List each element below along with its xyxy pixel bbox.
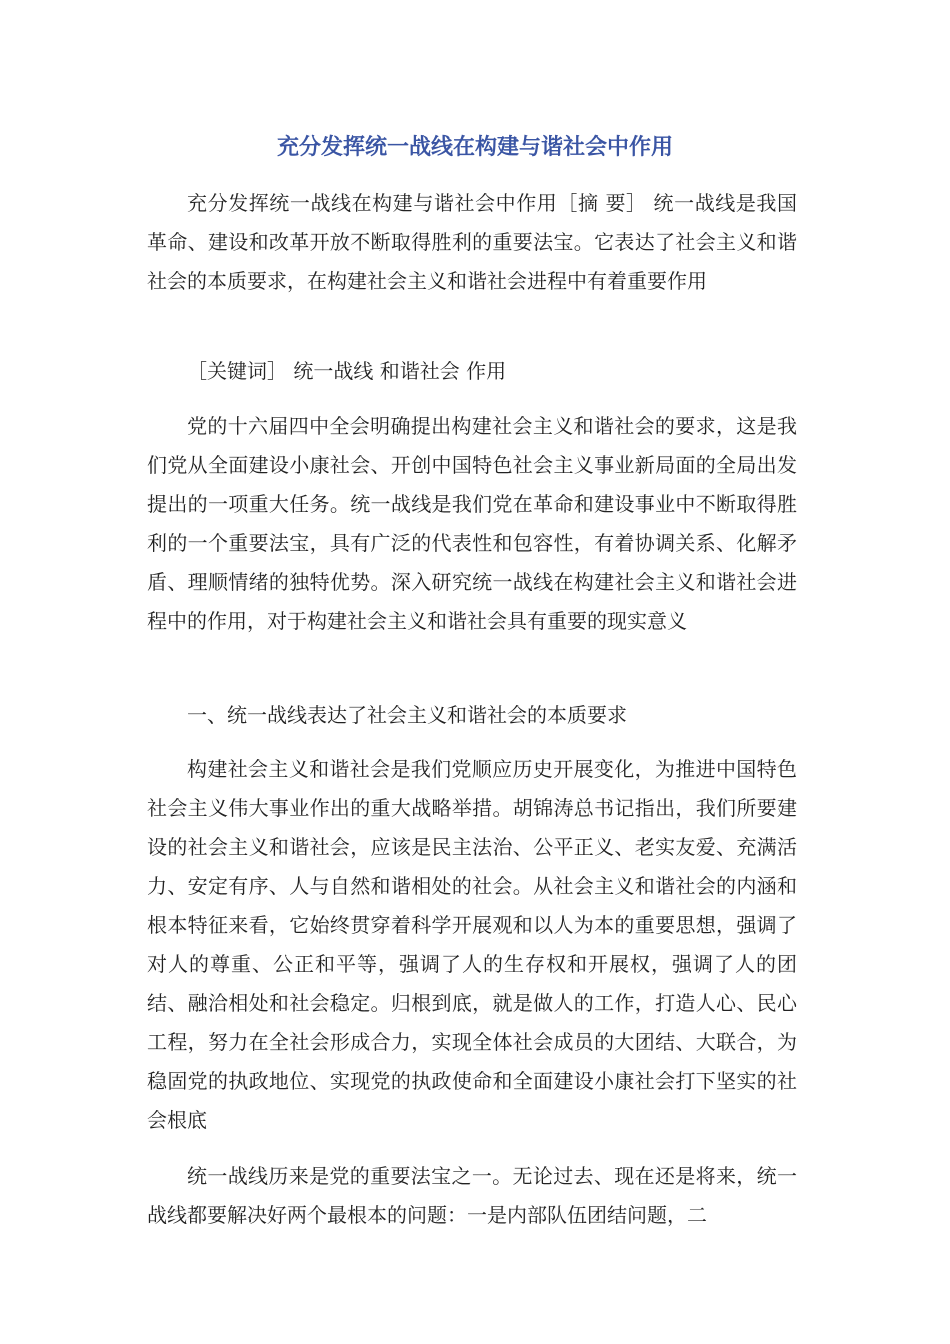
section-body-paragraph bbox=[147, 750, 797, 1140]
paragraph-keywords: ［关键词］ 统一战线 和谐社会 作用 bbox=[187, 359, 507, 383]
paragraph-intro: 党的十六届四中全会明确提出构建社会主义和谐社会的要求，这是我们党从全面建设小康社会、开创中国特色社会主义事业新局面的全局出发提出的一项重大任务。统一战线是我们党在革命和建设事业中不断取得胜利的一个重要法宝，具有广泛的代表性和包容性，有着协调关系、化解矛盾、理顺情绪的独特优势。深入研究统一战线在构建社会主义和谐社会进程中的作用，对于构建社会主义和谐社会具有重要的现实意义 bbox=[147, 414, 797, 633]
continuation-paragraph bbox=[147, 1157, 797, 1235]
keywords-paragraph bbox=[147, 352, 797, 391]
intro-paragraph bbox=[147, 407, 797, 641]
abstract-paragraph bbox=[147, 184, 797, 301]
paragraph-continuation: 统一战线历来是党的重要法宝之一。无论过去、现在还是将来，统一战线都要解决好两个最根本的问题：一是内部队伍团结问题，二 bbox=[147, 1164, 797, 1227]
section-heading bbox=[147, 696, 797, 735]
paragraph-section-1: 构建社会主义和谐社会是我们党顺应历史开展变化，为推进中国特色社会主义伟大事业作出的重大战略举措。胡锦涛总书记指出，我们所要建设的社会主义和谐社会，应该是民主法治、公平正义、老实友爱、充满活力、安定有序、人与自然和谐相处的社会。从社会主义和谐社会的内涵和根本特征来看，它始终贯穿着科学开展观和以人为本的重要思想，强调了对人的尊重、公正和平等，强调了人的生存权和开展权，强调了人的团结、融洽相处和社会稳定。归根到底，就是做人的工作，打造人心、民心工程，努力在全社会形成合力，实现全体社会成员的大团结、大联合，为稳固党的执政地位、实现党的执政使命和全面建设小康社会打下坚实的社会根底 bbox=[147, 757, 797, 1132]
section-heading-1: 一、统一战线表达了社会主义和谐社会的本质要求 bbox=[187, 703, 627, 727]
document-title: 充分发挥统一战线在构建与谐社会中作用 bbox=[276, 135, 673, 160]
paragraph-abstract: 充分发挥统一战线在构建与谐社会中作用［摘 要］ 统一战线是我国革命、建设和改革开放不断取得胜利的重要法宝。它表达了社会主义和谐社会的本质要求，在构建社会主义和谐社会进程中有着重要作用 bbox=[147, 191, 797, 293]
